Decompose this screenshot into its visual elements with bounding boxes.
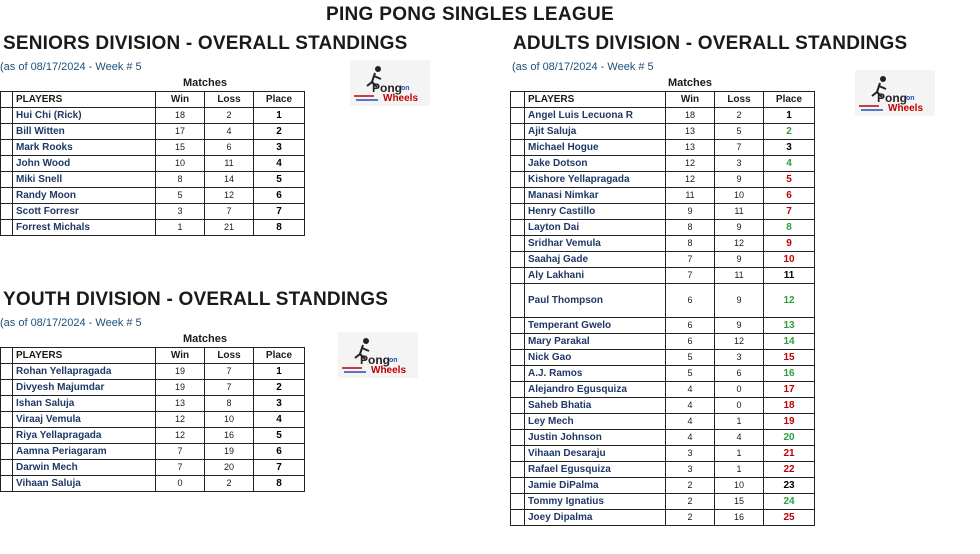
player-name: Divyesh Majumdar [13,380,156,396]
win-count: 8 [666,236,715,252]
table-row [1,188,305,204]
loss-count: 2 [205,108,254,124]
win-header: Win [156,348,205,364]
player-name: Bill Witten [13,124,156,140]
place-value: 1 [254,108,305,124]
win-count: 12 [156,412,205,428]
youth-as-of: (as of 08/17/2024 - Week # 5 [0,317,142,329]
logo-pong-text: Pong [360,353,390,367]
player-name: Saheb Bhatia [525,398,666,414]
row-index-cell [511,284,525,318]
win-count: 6 [666,318,715,334]
win-count: 12 [666,156,715,172]
win-count: 6 [666,284,715,318]
place-value: 8 [254,476,305,492]
win-header: Win [156,92,205,108]
table-header-row [1,348,305,364]
loss-header: Loss [205,92,254,108]
win-count: 18 [666,108,715,124]
win-header: Win [666,92,715,108]
win-count: 11 [666,188,715,204]
loss-count: 6 [715,366,764,382]
loss-count: 1 [715,446,764,462]
place-value: 9 [764,236,815,252]
win-count: 4 [666,414,715,430]
place-header: Place [254,92,305,108]
youth-division-title: YOUTH DIVISION - OVERALL STANDINGS [3,289,389,310]
table-row [1,108,305,124]
loss-count: 7 [205,364,254,380]
player-name: Sridhar Vemula [525,236,666,252]
win-count: 18 [156,108,205,124]
win-count: 6 [666,334,715,350]
pong-on-wheels-logo [350,60,430,106]
table-row [511,188,815,204]
loss-count: 21 [205,220,254,236]
table-row [1,156,305,172]
place-value: 11 [764,268,815,284]
row-index-cell [511,414,525,430]
table-row [511,462,815,478]
table-header-row [511,92,815,108]
adults-as-of: (as of 08/17/2024 - Week # 5 [512,61,654,73]
win-count: 3 [666,462,715,478]
player-name: Paul Thompson [525,284,666,318]
seniors-standings-table [0,91,305,236]
table-row [511,236,815,252]
place-value: 24 [764,494,815,510]
row-index-cell [1,188,13,204]
row-index-cell [511,462,525,478]
place-value: 3 [254,140,305,156]
table-row [511,124,815,140]
table-row [1,428,305,444]
row-index-cell [1,460,13,476]
row-index-cell [1,428,13,444]
place-value: 10 [764,252,815,268]
place-header: Place [764,92,815,108]
loss-count: 19 [205,444,254,460]
loss-count: 1 [715,462,764,478]
place-value: 3 [254,396,305,412]
player-name: Temperant Gwelo [525,318,666,334]
win-count: 13 [156,396,205,412]
player-name: A.J. Ramos [525,366,666,382]
place-value: 1 [254,364,305,380]
players-header: PLAYERS [13,92,156,108]
table-row [511,510,815,526]
table-row [1,412,305,428]
win-count: 13 [666,140,715,156]
player-name: Aly Lakhani [525,268,666,284]
player-name: Joey Dipalma [525,510,666,526]
win-count: 10 [156,156,205,172]
player-name: Forrest Michals [13,220,156,236]
loss-count: 7 [205,204,254,220]
place-value: 7 [764,204,815,220]
row-index-cell [1,364,13,380]
place-value: 4 [254,412,305,428]
win-count: 9 [666,204,715,220]
table-row [1,396,305,412]
loss-count: 5 [715,124,764,140]
place-value: 18 [764,398,815,414]
win-count: 7 [156,444,205,460]
row-index-cell [1,172,13,188]
win-count: 4 [666,430,715,446]
player-name: Kishore Yellapragada [525,172,666,188]
place-value: 6 [254,444,305,460]
row-index-cell [1,124,13,140]
place-value: 2 [254,124,305,140]
loss-count: 20 [205,460,254,476]
loss-count: 6 [205,140,254,156]
row-index-cell [511,236,525,252]
place-value: 2 [764,124,815,140]
row-index-cell [511,204,525,220]
player-name: Michael Hogue [525,140,666,156]
table-row [511,318,815,334]
place-value: 7 [254,204,305,220]
loss-count: 9 [715,318,764,334]
player-name: Viraaj Vemula [13,412,156,428]
table-row [511,430,815,446]
player-name: Riya Yellapragada [13,428,156,444]
table-row [511,334,815,350]
logo-wheels-text: Wheels [888,103,924,114]
loss-count: 12 [715,334,764,350]
player-name: Mary Parakal [525,334,666,350]
place-value: 15 [764,350,815,366]
place-value: 7 [254,460,305,476]
table-row [511,140,815,156]
row-index-cell [1,396,13,412]
table-row [1,476,305,492]
loss-count: 7 [205,380,254,396]
loss-count: 0 [715,382,764,398]
win-count: 17 [156,124,205,140]
place-value: 14 [764,334,815,350]
table-row [511,204,815,220]
place-value: 3 [764,140,815,156]
loss-count: 12 [205,188,254,204]
index-header [1,92,13,108]
row-index-cell [511,366,525,382]
table-row [511,366,815,382]
index-header [511,92,525,108]
loss-count: 11 [715,204,764,220]
loss-count: 3 [715,350,764,366]
table-row [1,444,305,460]
place-value: 8 [254,220,305,236]
logo-wheels-text: Wheels [383,93,419,104]
place-value: 1 [764,108,815,124]
player-name: Hui Chi (Rick) [13,108,156,124]
table-row [511,398,815,414]
place-value: 2 [254,380,305,396]
win-count: 15 [156,140,205,156]
table-row [1,220,305,236]
place-value: 12 [764,284,815,318]
loss-count: 11 [205,156,254,172]
logo-pong-text: Pong [372,81,402,95]
player-name: Scott Forresr [13,204,156,220]
row-index-cell [511,398,525,414]
row-index-cell [1,220,13,236]
loss-count: 4 [205,124,254,140]
place-value: 13 [764,318,815,334]
player-name: Jake Dotson [525,156,666,172]
player-name: Nick Gao [525,350,666,366]
loss-count: 3 [715,156,764,172]
place-value: 19 [764,414,815,430]
win-count: 3 [156,204,205,220]
row-index-cell [1,204,13,220]
player-name: Alejandro Egusquiza [525,382,666,398]
place-header: Place [254,348,305,364]
index-header [1,348,13,364]
table-row [511,414,815,430]
adults-standings-table [510,91,815,526]
logo-wheels-text: Wheels [371,365,407,376]
table-row [1,364,305,380]
place-value: 23 [764,478,815,494]
row-index-cell [511,108,525,124]
player-name: Ishan Saluja [13,396,156,412]
table-row [511,220,815,236]
win-count: 4 [666,398,715,414]
win-count: 5 [156,188,205,204]
win-count: 7 [666,252,715,268]
loss-count: 12 [715,236,764,252]
win-count: 2 [666,510,715,526]
place-value: 25 [764,510,815,526]
place-value: 4 [254,156,305,172]
player-name: Manasi Nimkar [525,188,666,204]
loss-count: 10 [205,412,254,428]
place-value: 16 [764,366,815,382]
player-name: Justin Johnson [525,430,666,446]
table-row [1,460,305,476]
player-name: Tommy Ignatius [525,494,666,510]
row-index-cell [511,156,525,172]
loss-count: 8 [205,396,254,412]
players-header: PLAYERS [525,92,666,108]
player-name: Mark Rooks [13,140,156,156]
win-count: 5 [666,350,715,366]
player-name: Vihaan Desaraju [525,446,666,462]
row-index-cell [511,350,525,366]
row-index-cell [511,478,525,494]
loss-count: 15 [715,494,764,510]
loss-count: 2 [715,108,764,124]
table-row [511,284,815,318]
table-row [1,124,305,140]
row-index-cell [511,268,525,284]
loss-header: Loss [715,92,764,108]
table-row [511,172,815,188]
player-name: Saahaj Gade [525,252,666,268]
pong-on-wheels-logo [855,70,935,116]
row-index-cell [511,318,525,334]
player-name: Layton Dai [525,220,666,236]
loss-count: 10 [715,478,764,494]
row-index-cell [511,124,525,140]
player-name: Angel Luis Lecuona R [525,108,666,124]
win-count: 7 [666,268,715,284]
row-index-cell [511,430,525,446]
win-count: 0 [156,476,205,492]
row-index-cell [511,252,525,268]
win-count: 4 [666,382,715,398]
loss-count: 7 [715,140,764,156]
row-index-cell [1,476,13,492]
loss-header: Loss [205,348,254,364]
place-value: 5 [764,172,815,188]
seniors-matches-label: Matches [182,77,228,89]
row-index-cell [1,108,13,124]
win-count: 7 [156,460,205,476]
row-index-cell [511,334,525,350]
player-name: Miki Snell [13,172,156,188]
loss-count: 9 [715,284,764,318]
row-index-cell [511,382,525,398]
loss-count: 11 [715,268,764,284]
win-count: 12 [156,428,205,444]
table-row [511,252,815,268]
table-row [511,382,815,398]
win-count: 19 [156,364,205,380]
win-count: 8 [156,172,205,188]
adults-division-title: ADULTS DIVISION - OVERALL STANDINGS [513,33,908,54]
row-index-cell [511,220,525,236]
table-row [1,140,305,156]
seniors-division-title: SENIORS DIVISION - OVERALL STANDINGS [3,33,408,54]
loss-count: 16 [205,428,254,444]
win-count: 2 [666,478,715,494]
loss-count: 1 [715,414,764,430]
table-row [511,268,815,284]
loss-count: 10 [715,188,764,204]
table-row [1,204,305,220]
youth-standings-table [0,347,305,492]
pong-on-wheels-logo [338,332,418,378]
row-index-cell [1,140,13,156]
seniors-as-of: (as of 08/17/2024 - Week # 5 [0,61,142,73]
loss-count: 9 [715,172,764,188]
place-value: 21 [764,446,815,462]
table-header-row [1,92,305,108]
place-value: 8 [764,220,815,236]
player-name: Vihaan Saluja [13,476,156,492]
place-value: 6 [254,188,305,204]
place-value: 6 [764,188,815,204]
loss-count: 2 [205,476,254,492]
win-count: 5 [666,366,715,382]
table-row [511,446,815,462]
win-count: 19 [156,380,205,396]
win-count: 8 [666,220,715,236]
place-value: 17 [764,382,815,398]
row-index-cell [1,380,13,396]
player-name: Jamie DiPalma [525,478,666,494]
logo-on-text: on [906,95,915,102]
player-name: Darwin Mech [13,460,156,476]
adults-matches-label: Matches [667,77,713,89]
table-row [511,350,815,366]
place-value: 22 [764,462,815,478]
player-name: Rafael Egusquiza [525,462,666,478]
place-value: 5 [254,428,305,444]
player-name: Ajit Saluja [525,124,666,140]
loss-count: 9 [715,252,764,268]
row-index-cell [511,172,525,188]
loss-count: 0 [715,398,764,414]
win-count: 12 [666,172,715,188]
player-name: Ley Mech [525,414,666,430]
win-count: 3 [666,446,715,462]
row-index-cell [511,188,525,204]
place-value: 5 [254,172,305,188]
table-row [511,494,815,510]
place-value: 4 [764,156,815,172]
win-count: 2 [666,494,715,510]
row-index-cell [511,446,525,462]
table-row [511,156,815,172]
player-name: Rohan Yellapragada [13,364,156,380]
place-value: 20 [764,430,815,446]
players-header: PLAYERS [13,348,156,364]
player-name: Randy Moon [13,188,156,204]
youth-matches-label: Matches [182,333,228,345]
logo-on-text: on [401,85,410,92]
loss-count: 14 [205,172,254,188]
table-row [511,478,815,494]
loss-count: 4 [715,430,764,446]
win-count: 13 [666,124,715,140]
table-row [1,380,305,396]
row-index-cell [1,412,13,428]
win-count: 1 [156,220,205,236]
loss-count: 16 [715,510,764,526]
row-index-cell [1,156,13,172]
row-index-cell [511,510,525,526]
league-title: PING PONG SINGLES LEAGUE [325,4,614,25]
row-index-cell [511,140,525,156]
table-row [1,172,305,188]
loss-count: 9 [715,220,764,236]
table-row [511,108,815,124]
player-name: John Wood [13,156,156,172]
logo-on-text: on [389,357,398,364]
player-name: Aamna Periagaram [13,444,156,460]
row-index-cell [511,494,525,510]
logo-pong-text: Pong [877,91,907,105]
player-name: Henry Castillo [525,204,666,220]
row-index-cell [1,444,13,460]
